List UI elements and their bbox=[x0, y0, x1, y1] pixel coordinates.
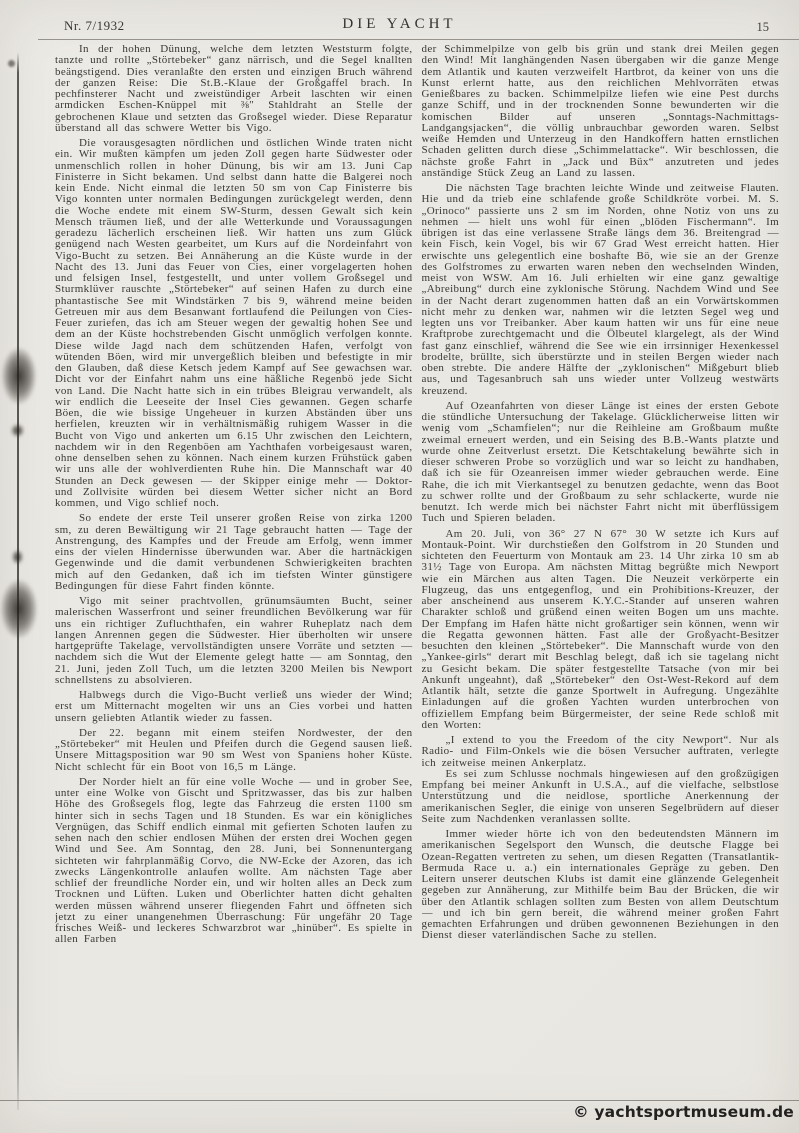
paragraph: Der Norder hielt an für eine volle Woche — und in grober See, unter eine Wolke von Gischt und Spritzwasser, das bis zur halben Höhe des Großsegels flog, legte das Fahrzeug die ersten 1100 sm hinter sich in sechs Tagen und 18 Stunden. Es war ein königliches Vergnügen, das Schiff endlich einmal mit gefierten Schoten laufen zu sehen nach den schier endlosen Mühen der ersten drei Wochen gegen Wind und See. Am Sonntag, den 28. Juni, bei Sonnenuntergang sichteten wir fahrplanmäßig Corvo, die NW-Ecke der Azoren, das ich zwecks Längenkontrolle anlaufen wollte. Am nächsten Tage aber schlief der freundliche Norder ein, und wir holten alles an Deck zum Trocknen und Lüften. Luken und Oberlichter hatten dicht gehalten werden müssen während unserer fliegenden Fahrt und öffneten sich jetzt zu einer unangenehmen Überraschung: Für ungefähr 20 Tage frisches Weiß- und leckeres Schwarzbrot war „hinüber“. Es spielte in allen Farben bbox=[55, 775, 413, 946]
watermark-stamp: © yachtsportmuseum.de bbox=[573, 1103, 794, 1121]
paragraph: So endete der erste Teil unserer großen Reise von zirka 1200 sm, zu deren Bewältigung wir 21 Tage gebraucht hatten — Tage der Anstrengung, des Kampfes und der Freude am Erfolg, wenn immer eins der vielen Hindernisse überwunden war. Aber die hartnäckigen Gegenwinde und die damit verbundenen Schwierigkeiten brachten mich auf den Gedanken, daß ich im tiefsten Winter günstigere Bedingungen für diese Fahrt finden könnte. bbox=[55, 512, 413, 592]
paragraph: Die vorausgesagten nördlichen und östlichen Winde traten nicht ein. Wir mußten kämpfen um jeden Zoll gegen harte Südwester oder unmenschlich rollen in hoher Dünung, bis wir am 13. Juni Cap Finisterre in Sicht bekamen. Und selbst dann hatte die Balgerei noch kein Ende. Nicht einmal die letzten 50 sm von Cap Finisterre bis Vigo konnten unter normalen Bedingungen zurückgelegt werden, denn die Woche endete mit einem SW-Sturm, dessen Gewalt sich kein Mensch träumen ließ, und der alle Wetterkunde und Voraussagungen geradezu lächerlich erscheinen ließ. Wir hatten uns zum Glück genügend nach Westen gearbeitet, um Kurs auf die Nordeinfahrt von Vigo-Bucht zu setzen. Bei Annäherung an die Küste wurde in der Nacht des 13. Juni das Feuer von Cies, einer vorgelagerten hohen und felsigen Insel, festgestellt, und unter vollem Großsegel und Sturmklüver rauschte „Störtebeker“ auf seinen Hafen zu durch eine phantastische See mit Windstärken 7 bis 9, während meine beiden Getreuen mir aus dem Besanwant fortlaufend die Peilungen von Cies-Feuer zuriefen, das ich am Steuer wegen der gewaltig hohen See und dem an der Küste hochstrebenden Gischt unmöglich verfolgen konnte. Diese wilde Jagd nach dem schützenden Hafen, verfolgt von wütenden Böen, wird mir unvergeßlich bleiben und befestigte in mir den Glauben, daß diese Ketsch jedem Kampf auf See gewachsen war. Dicht vor der Einfahrt nahm uns eine häßliche Regenbö jede Sicht von Land. Die Nacht hatte sich in ein trübes Bleigrau verwandelt, als wir endlich die Leeseite der Insel Cies gewannen. Gegen scharfe Böen, die wie bissige Ungeheuer in kurzen Abständen über uns herfielen, kreuzten wir in verhältnismäßig ruhigem Wasser in die Bucht von Vigo und ankerten um 6.15 Uhr zwischen den Leichtern, nachdem wir in den Regenböen am Yachthafen vorbeigesaust waren, ohne denselben sehen zu können. Nach einem kurzen Frühstück gaben wir uns alle der wohlverdienten Ruhe hin. Die Mannschaft war 40 Stunden an Deck gewesen — der Skipper einige mehr — Doktor- und Zollvisite würden bei diesem Wetter sicher nicht an Bord kommen, und Vigo schlief noch. bbox=[55, 137, 413, 509]
paragraph: In der hohen Dünung, welche dem letzten Weststurm folgte, tanzte und rollte „Störtebeker“ ganz närrisch, und die Segel knallten beängstigend. Dies veranlaßte den ersten und einzigen Bruch während der ganzen Reise: Die St.B.-Klaue der Großgaffel brach. In pechfinsterer Nacht und zweistündiger Arbeit laschten wir einen armdicken Eschen-Knüppel mit ⅜″ Stahldraht an Stelle der gebrochenen Klaue und setzten das Großsegel wieder. Diese Reparatur überstand all das schwere Wetter bis Vigo. bbox=[55, 44, 413, 134]
header-rule bbox=[38, 39, 799, 40]
paragraph: „I extend to you the Freedom of the city Newport“. Nur als Radio- und Film-Onkels wie die bösen Versucher auftraten, verlegte ich zeitweise meinen Ankerplatz. bbox=[421, 734, 779, 769]
magazine-title: DIE YACHT bbox=[342, 16, 457, 32]
paragraph: Vigo mit seiner prachtvollen, grünumsäumten Bucht, seiner malerischen Wasserfront und seiner freundlichen Bevölkerung war für uns ein richtiger Zufluchthafen, ein wahrer Ruheplatz nach dem langen Anrennen gegen die Südwester. Hier überholten wir unsere hartgeprüfte Takelage, vervollständigten unsere Vorräte und setzten — nachdem sich die Wut der Elemente gelegt hatte — am Sonntag, den 21. Juni, jeden Zoll Tuch, um die letzten 3200 Meilen bis Newport schnellstens zu absolvieren. bbox=[55, 595, 413, 686]
paragraph: Immer wieder hörte ich von den bedeutendsten Männern im amerikanischen Segelsport den Wunsch, die deutsche Flagge bei Ozean-Regatten vertreten zu sehen, um diesen Regatten (Transatlantik-Bermuda Race u. a.) ein internationales Gepräge zu geben. Den Leitern unserer deutschen Klubs ist damit eine glänzende Gelegenheit gegeben zur Annäherung, zur Mithilfe beim Bau der Brücken, die wir über den Atlantik schlagen sollten zum Besten von allem Deutschtum — und ich bin gern bereit, die während meiner großen Fahrt gemachten Erfahrungen und drüben gewonnenen Beziehungen in den Dienst dieser vaterländischen Sache zu stellen. bbox=[421, 828, 779, 942]
article-column-right bbox=[422, 44, 780, 1044]
ink-speck bbox=[8, 60, 15, 67]
ink-blot bbox=[11, 424, 24, 437]
paragraph: Am 20. Juli, von 36° 27 N 67° 30 W setzte ich Kurs auf Montauk-Point. Wir durchstießen den Golfstrom in 20 Stunden und sichteten den Feuerturm von Montauk am 23. 14 Uhr zirka 10 sm ab 31½ Tage von Europa. Am nächsten Mittag begrüßte mich Newport wie ein Märchen aus alten Tagen. Die Neuzeit verkörperte ein Flugzeug, das uns entgegenflog, und ein Prohibitions-Kreuzer, der aber anscheinend aus unserem K.Y.C.-Stander auf unseren wahren Charakter schloß und grüßend einen weiten Bogen um uns machte. Der Empfang im Hafen hätte nicht großartiger sein können, wenn wir die Regatta gewonnen hätten. Fast alle der Großyacht-Besitzer besuchten den kleinen „Störtebeker“. Die Mannschaft wurde von den „Yankee-girls“ derart mit Beschlag belegt, daß ich sie tagelang nicht zu Gesicht bekam. Die später festgestellte Tatsache (von mir bei Ankunft ungeahnt), daß „Störtebeker“ den Ost-West-Rekord auf dem Atlantik hält, setzte die ganze Sportwelt in Aufregung. Ungezählte Einladungen auf die großen Yachten wurden unterbrochen von offiziellem Empfang beim Bürgermeister, der seine Rede schloß mit den Worten: bbox=[421, 527, 779, 731]
paragraph: Die nächsten Tage brachten leichte Winde und zeitweise Flauten. Hie und da trieb eine schlafende große Schildkröte vorbei. M. S. „Orinoco“ passierte uns 2 sm im Norden, ohne Notiz von uns zu nehmen — hielt uns wohl für einen „blöden Fischermann“. Im übrigen ist das eine verlassene Straße längs dem 36. Breitengrad — kein Fisch, kein Vogel, bis wir 67 Grad West erreicht hatten. Hier erwischte uns gelegentlich eine boshafte Bö, wie sie an der Grenze des Golfstromes zu erwarten waren neben den wechselnden Winden, meist von WSW. Am 16. Juli erhielten wir eine ganz gewaltige „Abreibung“ durch eine zyklonische Störung. Nachdem Wind und See in der Nacht derart zugenommen hatten daß an ein Vorwärtskommen nicht mehr zu denken war, nahmen wir die letzten Segel weg und legten uns vor Treibanker. Aber kaum hatten wir uns für eine neue Kraftprobe zurechtgemacht und die Ölbeutel klargelegt, als der Wind fast ganz einschlief, während die See wie ein irrsinniger Hexenkessel brodelte, brüllte, sich überstürzte und in steilen Bergen wieder nach oben strebte. Die andere Hälfte der „zyklonischen“ Mißgeburt blieb aus, und Tagesanbruch sah uns wieder unter Vollzeug westwärts kreuzend. bbox=[421, 182, 779, 397]
issue-number: Nr. 7/1932 bbox=[64, 18, 125, 33]
paragraph: der Schimmelpilze von gelb bis grün und stank drei Meilen gegen den Wind! Mit langhängenden Nasen übergaben wir die ganze Menge dem Atlantik und kauten verzweifelt Hartbrot, da keiner von uns die Kunst erlernt hatte, aus den reichlichen Mehlvorräten etwas Genießbares zu backen. Schimmelpilze liefen wie eine Pest durchs ganze Schiff, und in der trocknenden Sonne bewunderten wir die komischen Bilder auf unseren „Sonntags-Nachmittags-Landgangsjacken“, die völlig unbrauchbar geworden waren. Selbst weiße Hemden und Unterzeug in den Handkoffern hatten ernstlichen Schaden gelitten durch diese „Schimmelattacke“. Wir beschlossen, die nächste große Fahrt in „Jack und Büx“ anzutreten und jedes anständige Stück Zeug an Land zu lassen. bbox=[421, 44, 779, 179]
ink-blot bbox=[1, 580, 37, 638]
paragraph: Der 22. begann mit einem steifen Nordwester, der den „Störtebeker“ mit Heulen und Pfeifen durch die Gegend sausen ließ. Unsere Mittagsposition war 90 sm West von Spaniens hoher Küste. Nicht schlecht für ein Boot von 16,5 m Länge. bbox=[55, 726, 413, 773]
article-column-left bbox=[55, 44, 413, 1044]
paragraph: Es sei zum Schlusse nochmals hingewiesen auf den großzügigen Empfang bei meiner Ankunft in U.S.A., auf die vielfache, selbstlose Unterstützung und die neidlose, sportliche Anerkennung der amerikanischen Segler, die einige von unseren Segelbrüdern auf dieser Seite zum Nachdenken veranlassen sollte. bbox=[421, 767, 779, 825]
page-number: 15 bbox=[756, 20, 769, 34]
paragraph: Halbwegs durch die Vigo-Bucht verließ uns wieder der Wind; erst um Mitternacht mogelten wir uns an Cies vorbei und hatten unsern geliebten Atlantik wieder zu fassen. bbox=[55, 689, 413, 724]
page-header bbox=[0, 14, 799, 40]
article-body bbox=[55, 44, 779, 1044]
footer-rule bbox=[0, 1100, 799, 1101]
paragraph: Auf Ozeanfahrten von dieser Länge ist eines der ersten Gebote die stündliche Untersuchung der Takelage. Glücklicherweise litten wir wenig vom „Schamfielen“; nur die Reihleine am Großbaum mußte zweimal erneuert werden, und ein Seising des B.B.-Wants platzte und wurde ohne Zeitverlust ersetzt. Die Ketschtakelung bewährte sich in dieser schweren Probe so vorzüglich und war so leicht zu handhaben, daß ich sie für Ozeanreisen immer wieder gebrauchen werde. Eine Rahe, die ich mit Vierkantsegel zu benutzen gedachte, wenn das Boot zu schwer rollte und der Großbaum zu sehr schlackerte, wurde nie benutzt. Ich werde mich bei nächster Fahrt nicht mit überflüssigem Tuch und Spieren beladen. bbox=[421, 399, 779, 525]
ink-blot bbox=[12, 550, 23, 564]
ink-blot bbox=[2, 348, 36, 404]
